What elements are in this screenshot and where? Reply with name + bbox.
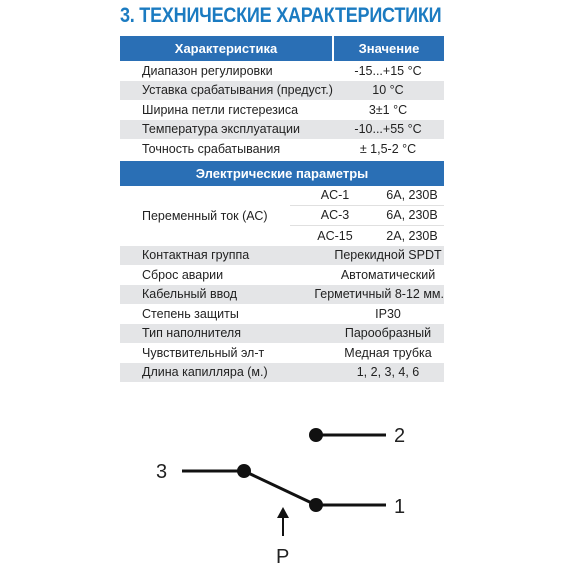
row-name: Точность срабатывания: [142, 141, 281, 156]
ac-class: AC-15: [317, 228, 353, 243]
ac-ratings: [290, 186, 444, 246]
specs-table: [120, 36, 444, 382]
table-row: [120, 61, 444, 81]
row-value: 3±1 °C: [368, 102, 408, 117]
table-row: [120, 304, 444, 324]
contact-1-terminal: [309, 498, 323, 512]
row-value: IP30: [375, 306, 401, 321]
row-value: Перекидной SPDT: [334, 248, 442, 263]
row-name: Диапазон регулировки: [142, 63, 273, 78]
row-name: Ширина петли гистерезиса: [142, 102, 299, 117]
label-pressure: P: [276, 546, 290, 568]
row-name: Кабельный ввод: [142, 287, 238, 302]
ac-class: AC-3: [320, 208, 350, 222]
ac-rating: 6A, 230B: [386, 188, 438, 202]
row-value: ± 1,5-2 °C: [359, 141, 417, 156]
label-contact-1: 1: [394, 496, 406, 518]
table-row: [120, 139, 444, 159]
table-header: [120, 36, 444, 61]
row-value: Автоматический: [340, 267, 436, 282]
row-name: Уставка срабатывания (предуст.): [142, 83, 333, 98]
row-value: Герметичный 8-12 мм.: [314, 287, 444, 302]
ac-rating: 2A, 230B: [386, 228, 438, 243]
ac-rating-row: [290, 226, 444, 246]
ac-current-label: Переменный ток (АС): [142, 208, 268, 223]
table-row: [120, 324, 444, 344]
ac-current-block: [120, 186, 444, 246]
table-row: [120, 265, 444, 285]
row-value: Парообразный: [344, 326, 432, 341]
row-name: Контактная группа: [142, 248, 250, 263]
table-row: [120, 100, 444, 120]
row-name: Чувствительный эл-т: [142, 345, 265, 360]
contact-2-terminal: [309, 428, 323, 442]
row-name: Температура эксплуатации: [142, 122, 300, 137]
electrical-header: Электрические параметры: [120, 161, 444, 186]
label-contact-2: 2: [394, 425, 406, 447]
ac-rating-row: [290, 186, 444, 206]
switch-diagram: [0, 400, 570, 570]
ac-rating: 6A, 230B: [386, 208, 438, 222]
row-name: Сброс аварии: [142, 267, 224, 282]
row-value: 1, 2, 3, 4, 6: [356, 365, 420, 380]
row-name: Степень защиты: [142, 306, 239, 321]
table-row: [120, 363, 444, 383]
row-name: Тип наполнителя: [142, 326, 241, 341]
table-row: [120, 120, 444, 140]
table-row: [120, 81, 444, 101]
row-value: -15...+15 °C: [354, 63, 422, 78]
row-value: 10 °C: [372, 83, 404, 98]
table-row: [120, 285, 444, 305]
row-value: Медная трубка: [344, 345, 432, 360]
switch-blade: [244, 471, 316, 505]
table-row: [120, 246, 444, 266]
table-row: [120, 343, 444, 363]
header-value: Значение: [358, 41, 420, 56]
row-name: Длина капилляра (м.): [142, 365, 268, 380]
label-common: 3: [156, 461, 168, 483]
section-title: 3. ТЕХНИЧЕСКИЕ ХАРАКТЕРИСТИКИ: [120, 4, 442, 27]
header-characteristic: Характеристика: [174, 41, 278, 56]
ac-class: AC-1: [320, 188, 350, 202]
pressure-arrow-icon: [277, 507, 289, 518]
row-value: -10...+55 °C: [354, 122, 422, 137]
ac-rating-row: [290, 206, 444, 226]
